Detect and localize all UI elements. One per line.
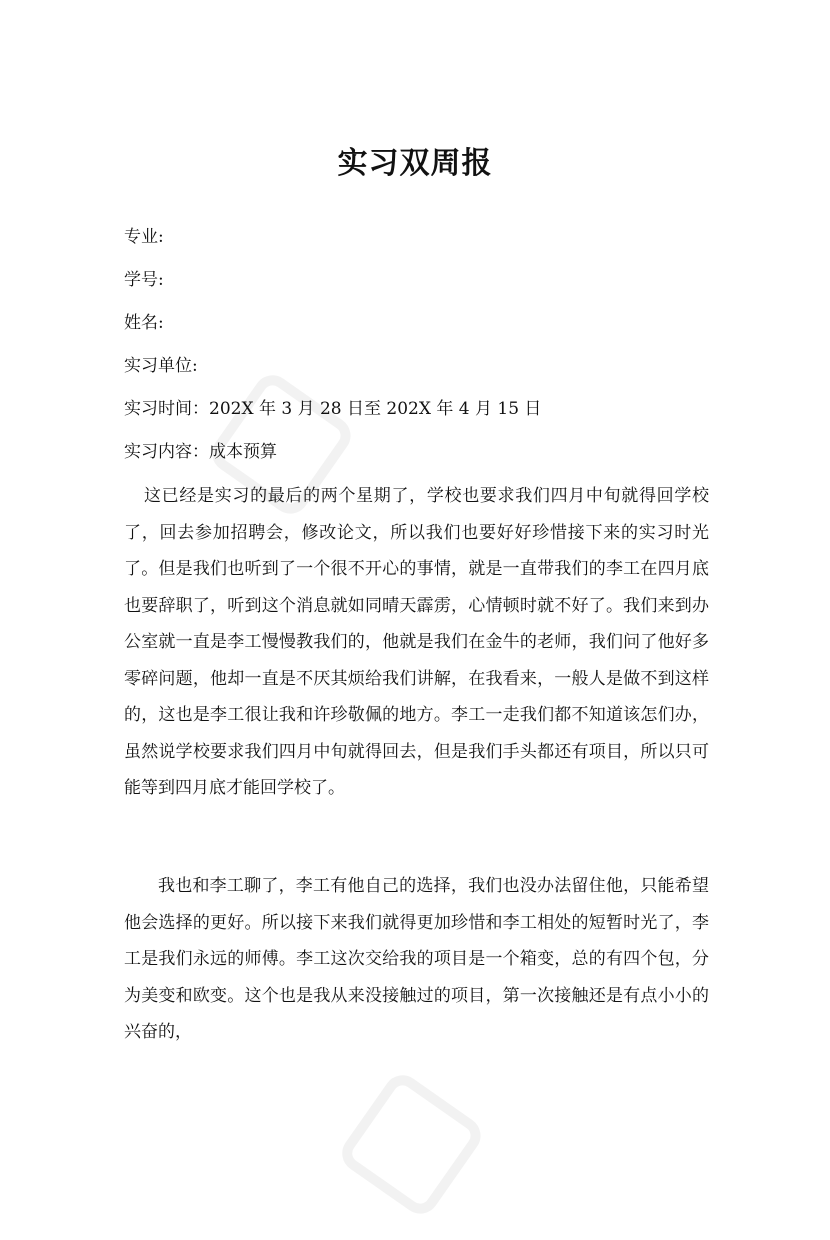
field-student-id: 学号: <box>124 270 164 290</box>
body-paragraph-1: 这已经是实习的最后的两个星期了，学校也要求我们四月中旬就得回学校了，回去参加招聘会，修改论文，所以我们也要好好珍惜接下来的实习时光了。但是我们也听到了一个很不开心的事情，就是一直带我们的李工在四月底也要辞职了，听到这个消息就如同晴天霹雳，心情顿时就不好了。我们来到办公室就一直是李工慢慢教我们的，他就是我们在金牛的老师，我们问了他好多零碎问题，他却一直是不厌其烦给我们讲解，在我看来，一般人是做不到这样的，这也是李工很让我和许珍敬佩的地方。李工一走我们都不知道该怎们办，虽然说学校要求我们四月中旬就得回去，但是我们手头都还有项目，所以只可能等到四月底才能回学校了。 <box>124 486 709 798</box>
field-company: 实习单位: <box>124 356 198 376</box>
field-internship-period: 实习时间：202X 年 3 月 28 日至 202X 年 4 月 15 日 <box>124 399 542 419</box>
field-name: 姓名: <box>124 313 164 333</box>
body-paragraph-2: 我也和李工聊了，李工有他自己的选择，我们也没办法留住他，只能希望他会选择的更好。所以接下来我们就得更加珍惜和李工相处的短暂时光了，李工是我们永远的师傅。李工这次交给我的项目是一个箱变，总的有四个包，分为美变和欧变。这个也是我从来没接触过的项目，第一次接触还是有点小小的兴奋的， <box>124 876 709 1042</box>
watermark-icon <box>328 1061 495 1228</box>
field-major: 专业: <box>124 227 164 247</box>
watermark-graphic-bottom <box>328 1061 512 1240</box>
field-internship-content: 实习内容：成本预算 <box>124 442 277 462</box>
document-title: 实习双周报 <box>337 146 493 181</box>
